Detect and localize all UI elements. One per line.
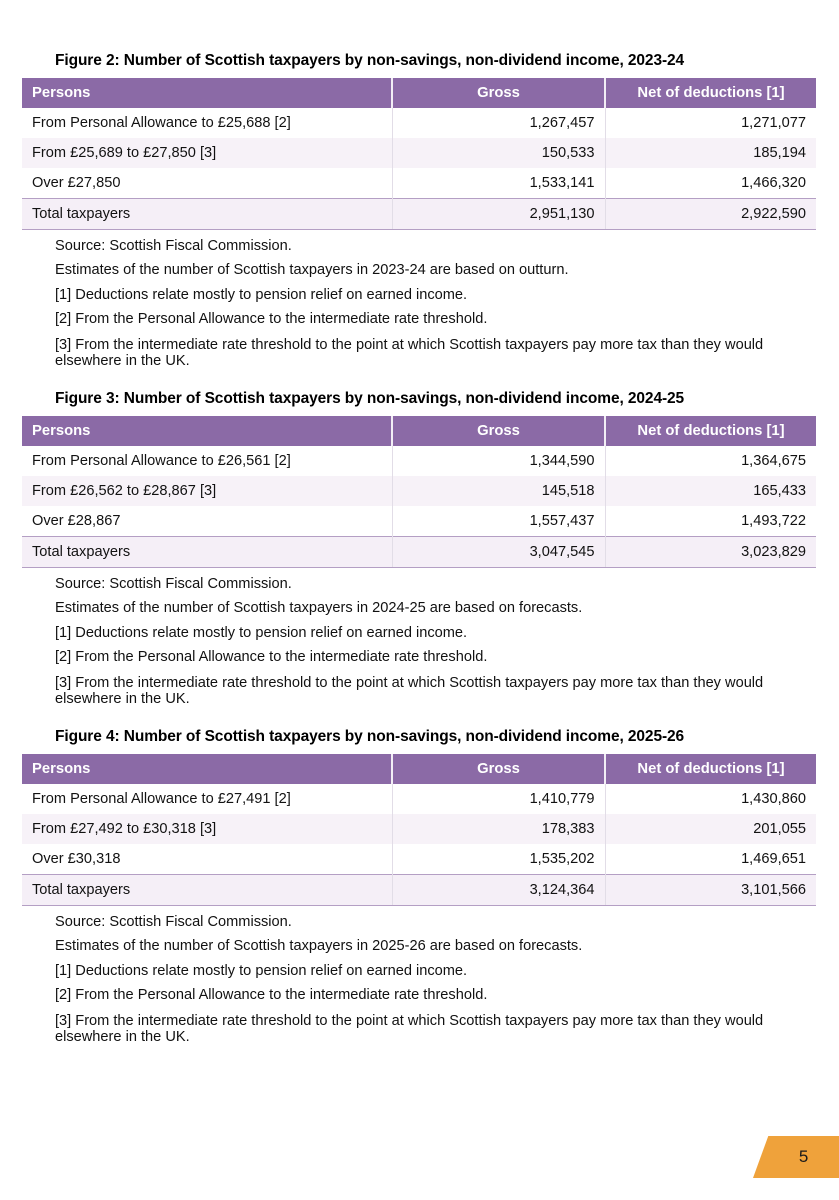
note-footnote-2: [2] From the Personal Allowance to the intermediate rate threshold. (55, 311, 488, 328)
row-label: From Personal Allowance to £26,561 [2] (22, 446, 392, 476)
row-gross-value: 1,557,437 (392, 506, 605, 537)
row-net-value: 1,430,860 (605, 784, 816, 814)
column-header-net-of-deductions: Net of deductions [1] (605, 416, 816, 446)
column-header-persons: Persons (22, 754, 392, 784)
taxpayers-table-2023-24 (22, 78, 816, 230)
column-header-net-of-deductions: Net of deductions [1] (605, 754, 816, 784)
note-footnote-3: [3] From the intermediate rate threshold to the point at which Scottish taxpayers pay more tax than they would elsewhere in the UK. (55, 674, 764, 708)
note-footnote-1: [1] Deductions relate mostly to pension relief on earned income. (55, 962, 468, 979)
row-net-value: 1,364,675 (605, 446, 816, 476)
table-header-3 (22, 416, 816, 446)
figure-title-3: Figure 3: Number of Scottish taxpayers by non-savings, non-dividend income, 2024-25 (55, 390, 685, 407)
total-net-value: 3,023,829 (605, 537, 816, 568)
row-gross-value: 1,533,141 (392, 168, 605, 199)
note-footnote-2: [2] From the Personal Allowance to the intermediate rate threshold. (55, 649, 488, 666)
note-footnote-1: [1] Deductions relate mostly to pension relief on earned income. (55, 286, 468, 303)
table-body-3 (22, 446, 816, 568)
note-source: Source: Scottish Fiscal Commission. (55, 238, 292, 254)
column-header-persons: Persons (22, 78, 392, 108)
figure-notes-2 (55, 239, 807, 370)
row-net-value: 165,433 (605, 476, 816, 506)
row-gross-value: 1,344,590 (392, 446, 605, 476)
total-gross-value: 2,951,130 (392, 199, 605, 230)
figure-notes-3 (55, 577, 807, 708)
row-gross-value: 1,535,202 (392, 844, 605, 875)
row-label: From £27,492 to £30,318 [3] (22, 814, 392, 844)
row-label: From £25,689 to £27,850 [3] (22, 138, 392, 168)
table-header-2 (22, 78, 816, 108)
total-net-value: 2,922,590 (605, 199, 816, 230)
row-gross-value: 150,533 (392, 138, 605, 168)
total-gross-value: 3,124,364 (392, 875, 605, 906)
figure-title-4: Figure 4: Number of Scottish taxpayers by non-savings, non-dividend income, 2025-26 (55, 728, 685, 745)
row-gross-value: 1,410,779 (392, 784, 605, 814)
figure-notes-4 (55, 915, 807, 1046)
column-header-gross: Gross (392, 78, 605, 108)
note-estimates: Estimates of the number of Scottish taxpayers in 2025-26 are based on forecasts. (55, 938, 583, 955)
column-header-net-of-deductions: Net of deductions [1] (605, 78, 816, 108)
table-header-4 (22, 754, 816, 784)
row-label: From £26,562 to £28,867 [3] (22, 476, 392, 506)
row-net-value: 185,194 (605, 138, 816, 168)
figure-block-3 (22, 390, 816, 708)
figure-title-2: Figure 2: Number of Scottish taxpayers by non-savings, non-dividend income, 2023-24 (55, 52, 685, 69)
column-header-gross: Gross (392, 754, 605, 784)
table-row (22, 476, 816, 506)
taxpayers-table-2025-26 (22, 754, 816, 906)
page-number: 5 (798, 1147, 809, 1166)
row-label: Over £28,867 (22, 506, 392, 537)
table-row (22, 446, 816, 476)
table-row (22, 844, 816, 875)
table-body-4 (22, 784, 816, 906)
row-gross-value: 145,518 (392, 476, 605, 506)
table-total-row (22, 537, 816, 568)
table-row (22, 814, 816, 844)
row-net-value: 201,055 (605, 814, 816, 844)
row-label: Over £27,850 (22, 168, 392, 199)
table-row (22, 506, 816, 537)
total-label: Total taxpayers (22, 199, 392, 230)
total-label: Total taxpayers (22, 875, 392, 906)
column-header-persons: Persons (22, 416, 392, 446)
table-row (22, 108, 816, 138)
row-label: From Personal Allowance to £25,688 [2] (22, 108, 392, 138)
row-net-value: 1,493,722 (605, 506, 816, 537)
column-header-gross: Gross (392, 416, 605, 446)
table-total-row (22, 199, 816, 230)
note-footnote-2: [2] From the Personal Allowance to the intermediate rate threshold. (55, 987, 488, 1004)
row-net-value: 1,466,320 (605, 168, 816, 199)
note-footnote-3: [3] From the intermediate rate threshold to the point at which Scottish taxpayers pay more tax than they would elsewhere in the UK. (55, 1012, 764, 1046)
total-net-value: 3,101,566 (605, 875, 816, 906)
table-header-row (22, 416, 816, 446)
row-net-value: 1,469,651 (605, 844, 816, 875)
note-estimates: Estimates of the number of Scottish taxpayers in 2023-24 are based on outturn. (55, 262, 569, 279)
table-row (22, 168, 816, 199)
total-gross-value: 3,047,545 (392, 537, 605, 568)
row-label: Over £30,318 (22, 844, 392, 875)
table-header-row (22, 754, 816, 784)
table-body-2 (22, 108, 816, 230)
note-source: Source: Scottish Fiscal Commission. (55, 914, 292, 930)
taxpayers-table-2024-25 (22, 416, 816, 568)
figure-block-4 (22, 728, 816, 1046)
table-row (22, 784, 816, 814)
note-footnote-3: [3] From the intermediate rate threshold to the point at which Scottish taxpayers pay more tax than they would elsewhere in the UK. (55, 336, 764, 370)
row-gross-value: 178,383 (392, 814, 605, 844)
total-label: Total taxpayers (22, 537, 392, 568)
table-total-row (22, 875, 816, 906)
note-footnote-1: [1] Deductions relate mostly to pension relief on earned income. (55, 624, 468, 641)
row-label: From Personal Allowance to £27,491 [2] (22, 784, 392, 814)
row-net-value: 1,271,077 (605, 108, 816, 138)
table-header-row (22, 78, 816, 108)
figure-block-2 (22, 52, 816, 370)
note-estimates: Estimates of the number of Scottish taxpayers in 2024-25 are based on forecasts. (55, 600, 583, 617)
row-gross-value: 1,267,457 (392, 108, 605, 138)
page-number-badge (753, 1136, 839, 1178)
note-source: Source: Scottish Fiscal Commission. (55, 576, 292, 592)
table-row (22, 138, 816, 168)
